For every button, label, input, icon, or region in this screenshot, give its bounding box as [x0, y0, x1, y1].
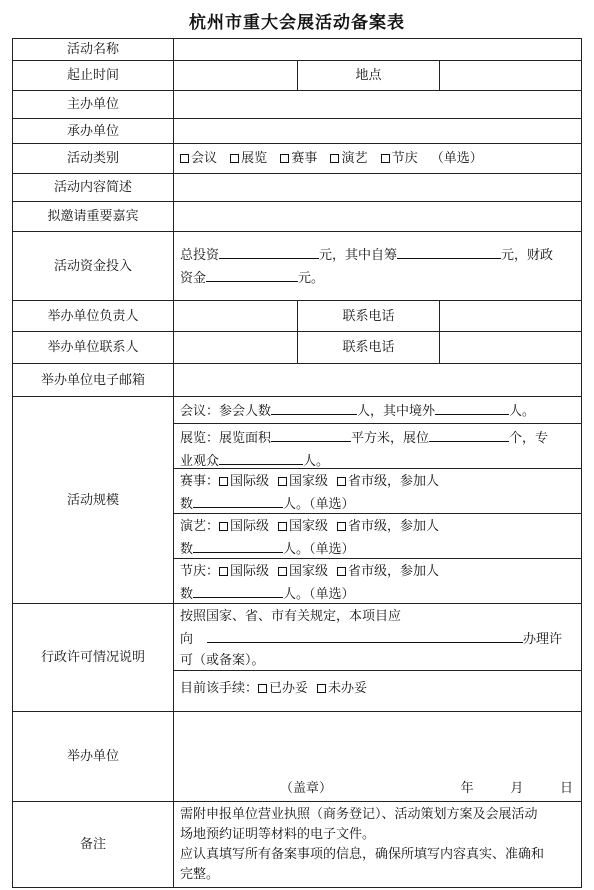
checkbox-icon[interactable] [219, 477, 228, 486]
category-option-performance[interactable]: 演艺 [330, 151, 367, 166]
single-choice-note: （单选） [430, 151, 483, 166]
event-participants-blank[interactable] [193, 492, 283, 508]
field-activity-name[interactable] [174, 39, 582, 61]
label-place: 地点 [298, 61, 440, 91]
label-organizer: 承办单位 [13, 119, 174, 144]
checkbox-icon[interactable] [337, 567, 346, 576]
category-options [174, 144, 582, 174]
label-guests: 拟邀请重要嘉宾 [13, 202, 174, 232]
seal-label: （盖章） [280, 781, 333, 796]
field-person-in-charge[interactable] [174, 301, 298, 332]
scale-festival: 节庆： 国际级 国家级 省市级，参加人 数 人。（单选） [174, 558, 581, 603]
label-activity-name: 活动名称 [13, 39, 174, 61]
checkbox-icon[interactable] [337, 477, 346, 486]
category-option-exhibition[interactable]: 展览 [230, 151, 267, 166]
checkbox-icon[interactable] [219, 567, 228, 576]
field-email[interactable] [174, 364, 582, 397]
checkbox-icon[interactable] [280, 154, 289, 163]
permit-status: 目前该手续： 已办妥 未办妥 [174, 670, 581, 711]
form-title: 杭州市重大会展活动备案表 [189, 13, 405, 33]
overseas-count-blank[interactable] [435, 399, 509, 415]
funding-line-2: 资金 元。 [180, 266, 575, 289]
scale-meeting: 会议：参会人数 人，其中境外 人。 [174, 397, 581, 423]
festival-participants-blank[interactable] [193, 582, 283, 598]
day-label: 日 [559, 781, 573, 796]
scale-show: 演艺： 国际级 国家级 省市级，参加人 数 人。（单选） [174, 513, 581, 558]
label-email: 举办单位电子邮箱 [13, 364, 174, 397]
seal-date-row [180, 778, 575, 799]
year-label: 年 [460, 781, 474, 796]
show-participants-blank[interactable] [193, 537, 283, 553]
checkbox-icon[interactable] [219, 522, 228, 531]
permit-description: 按照国家、省、市有关规定，本项目应 向 办理许 可（或备案）。 [180, 609, 563, 668]
attendee-count-blank[interactable] [271, 399, 357, 415]
label-org: 举办单位 [13, 712, 174, 802]
scale-content [174, 397, 582, 604]
permit-authority-blank[interactable] [207, 627, 523, 643]
government-funding-blank[interactable] [206, 266, 298, 282]
checkbox-icon[interactable] [337, 522, 346, 531]
category-option-festival[interactable]: 节庆 [381, 151, 418, 166]
field-host[interactable] [174, 91, 582, 119]
label-funding: 活动资金投入 [13, 232, 174, 301]
checkbox-icon[interactable] [317, 684, 326, 693]
professional-visitors-blank[interactable] [219, 449, 303, 465]
label-host: 主办单位 [13, 91, 174, 119]
field-contact-phone-1[interactable] [440, 301, 582, 332]
category-option-meeting[interactable]: 会议 [180, 151, 217, 166]
booth-count-blank[interactable] [429, 426, 509, 442]
field-contact-person[interactable] [174, 332, 298, 364]
checkbox-icon[interactable] [180, 154, 189, 163]
field-summary[interactable] [174, 174, 582, 202]
remarks-content: 需附申报单位营业执照（商务登记）、活动策划方案及会展活动 场地预约证明等材料的电子文件。 应认真填写所有备案事项的信息，确保所填写内容真实、准确和 完整。 [174, 802, 582, 888]
total-investment-blank[interactable] [219, 243, 319, 259]
exhibition-area-blank[interactable] [271, 426, 351, 442]
org-seal-area[interactable] [174, 712, 582, 802]
field-place[interactable] [440, 61, 582, 91]
label-scale: 活动规模 [13, 397, 174, 604]
self-raised-blank[interactable] [397, 243, 501, 259]
funding-content [174, 232, 582, 301]
label-time: 起止时间 [13, 61, 174, 91]
checkbox-icon[interactable] [258, 684, 267, 693]
checkbox-icon[interactable] [278, 522, 287, 531]
category-option-competition[interactable]: 赛事 [280, 151, 317, 166]
scale-exhibition: 展览：展览面积 平方米，展位 个，专 业观众 人。 [174, 423, 581, 468]
scale-event: 赛事： 国际级 国家级 省市级，参加人 数 人。（单选） [174, 468, 581, 513]
label-summary: 活动内容简述 [13, 174, 174, 202]
permit-content [174, 604, 582, 712]
field-time[interactable] [174, 61, 298, 91]
label-person-in-charge: 举办单位负责人 [13, 301, 174, 332]
month-label: 月 [510, 781, 524, 796]
checkbox-icon[interactable] [278, 477, 287, 486]
checkbox-icon[interactable] [230, 154, 239, 163]
label-remarks: 备注 [13, 802, 174, 888]
checkbox-icon[interactable] [278, 567, 287, 576]
label-contact-phone-1: 联系电话 [298, 301, 440, 332]
field-organizer[interactable] [174, 119, 582, 144]
checkbox-icon[interactable] [381, 154, 390, 163]
funding-line-1: 总投资 元，其中自筹 元，财政 [180, 243, 575, 266]
label-category: 活动类别 [13, 144, 174, 174]
field-contact-phone-2[interactable] [440, 332, 582, 364]
label-contact-phone-2: 联系电话 [298, 332, 440, 364]
filing-form-table [12, 38, 582, 888]
label-contact-person: 举办单位联系人 [13, 332, 174, 364]
checkbox-icon[interactable] [330, 154, 339, 163]
label-permit: 行政许可情况说明 [13, 604, 174, 712]
field-guests[interactable] [174, 202, 582, 232]
